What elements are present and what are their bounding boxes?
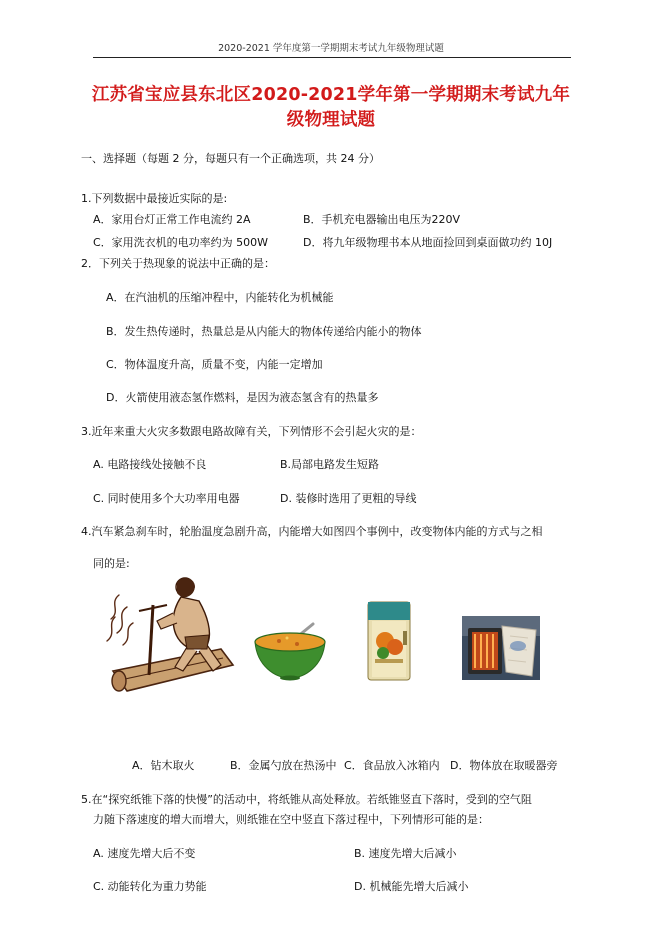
question-2-option-c: C．物体温度升高，质量不变，内能一定增加	[106, 358, 323, 371]
question-3-stem: 3.近年来重大火灾多数跟电路故障有关，下列情形不会引起火灾的是：	[81, 425, 422, 438]
header-rule	[93, 57, 571, 58]
page-header: 2020-2021 学年度第一学期期末考试九年级物理试题	[218, 43, 444, 54]
question-4-option-b: B．金属勺放在热汤中	[230, 759, 337, 772]
heater-figure	[462, 616, 540, 680]
page-title-line1: 江苏省宝应县东北区2020-2021学年第一学期期末考试九年	[91, 85, 571, 105]
question-3-option-d: D. 装修时选用了更粗的导线	[280, 492, 417, 505]
question-3-option-b: B.局部电路发生短路	[280, 458, 380, 471]
question-5-option-b: B. 速度先增大后减小	[354, 847, 457, 860]
question-4-option-c: C．食品放入冰箱内	[344, 759, 440, 772]
question-5-option-a: A. 速度先增大后不变	[93, 847, 196, 860]
question-1-option-d: D．将九年级物理书本从地面捡回到桌面做功约 10J	[303, 236, 553, 249]
question-4-option-d: D．物体放在取暖器旁	[450, 759, 558, 772]
question-2-option-b: B．发生热传递时，热量总是从内能大的物体传递给内能小的物体	[106, 325, 422, 338]
question-3-option-a: A. 电路接线处接触不良	[93, 458, 207, 471]
question-2-stem: 2．下列关于热现象的说法中正确的是：	[81, 257, 275, 270]
page-title-line2: 级物理试题	[286, 110, 376, 130]
question-2-option-a: A．在汽油机的压缩冲程中，内能转化为机械能	[106, 291, 334, 304]
question-2-option-d: D．火箭使用液态氢作燃料，是因为液态氢含有的热量多	[106, 391, 379, 404]
question-4-stem-line2: 同的是:	[93, 557, 130, 570]
question-1-stem: 1.下列数据中最接近实际的是:	[81, 192, 228, 205]
drill-wood-fire-figure	[103, 575, 241, 697]
question-3-option-c: C. 同时使用多个大功率用电器	[93, 492, 240, 505]
fridge-food-figure	[367, 601, 411, 681]
question-5-option-d: D. 机械能先增大后减小	[354, 880, 469, 893]
question-4-stem-line1: 4.汽车紧急刹车时，轮胎温度急剧升高，内能增大如图四个事例中，改变物体内能的方式与之相	[81, 525, 543, 538]
section-heading: 一、选择题（每题 2 分，每题只有一个正确选项，共 24 分）	[81, 152, 380, 165]
question-1-option-b: B．手机充电器输出电压为220V	[303, 213, 461, 226]
question-5-option-c: C. 动能转化为重力势能	[93, 880, 207, 893]
question-1-option-a: A．家用台灯正常工作电流约 2A	[93, 213, 251, 226]
question-4-option-a: A．钻木取火	[132, 759, 195, 772]
question-1-option-c: C．家用洗衣机的电功率约为 500W	[93, 236, 269, 249]
question-5-stem-line1: 5.在“探究纸锥下落的快慢”的活动中，将纸锥从高处释放。若纸锥竖直下落时，受到的空气阻	[81, 793, 532, 806]
question-5-stem-line2: 力随下落速度的增大而增大，则纸锥在空中竖直下落过程中，下列情形可能的是：	[93, 813, 489, 826]
soup-bowl-figure	[251, 620, 329, 682]
